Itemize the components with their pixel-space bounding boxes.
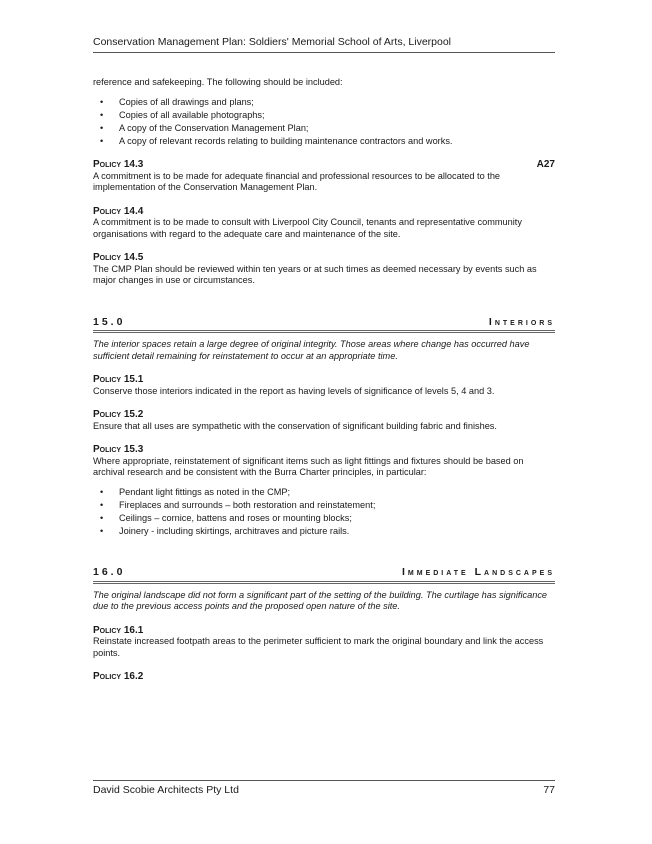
section-heading bbox=[93, 567, 555, 584]
policy-heading bbox=[93, 444, 555, 456]
policy-title: Policy 15.2 bbox=[93, 409, 144, 420]
page-content bbox=[93, 77, 555, 683]
page-footer bbox=[93, 780, 555, 796]
list-item: • Joinery - including skirtings, architraves and picture rails. bbox=[119, 526, 555, 538]
policy-text: Where appropriate, reinstatement of significant items such as light fittings and fixtures should be based on archival research and be consistent with the Burra Charter principles, in particular: bbox=[93, 455, 524, 477]
policy-text: Conserve those interiors indicated in the report as having levels of significance of levels 5, 4 and 3. bbox=[93, 385, 495, 396]
policy-heading bbox=[93, 409, 555, 421]
policy-title: Policy 15.3 bbox=[93, 444, 144, 455]
policy-title: Policy 14.3 bbox=[93, 159, 144, 170]
policy-heading bbox=[93, 671, 555, 683]
section-intro: The interior spaces retain a large degree of original integrity. Those areas where change has occurred have sufficient detail remaining for reinstatement to occur at an appropriate time. bbox=[93, 339, 530, 361]
policy-heading bbox=[93, 206, 555, 218]
policy-reference: A27 bbox=[536, 159, 555, 170]
section-title: Immediate Landscapes bbox=[401, 566, 555, 578]
intro-text: reference and safekeeping. The following should be included: bbox=[93, 77, 343, 87]
policy-heading bbox=[93, 374, 555, 386]
policy-title: Policy 16.1 bbox=[93, 624, 144, 636]
policy-text: The CMP Plan should be reviewed within ten years or at such times as deemed necessary by events such as major changes in use or circumstances. bbox=[93, 263, 537, 285]
policy-heading bbox=[93, 625, 555, 637]
page-header bbox=[93, 36, 555, 53]
section-heading bbox=[93, 317, 555, 334]
policy-title: Policy 15.1 bbox=[93, 374, 144, 385]
list-item: • A copy of the Conservation Management Plan; bbox=[119, 123, 555, 135]
reinstatement-list bbox=[93, 487, 555, 538]
policy-text: Reinstate increased footpath areas to the perimeter sufficient to mark the original boundary and link the access points. bbox=[93, 636, 544, 658]
section-title: Interiors bbox=[488, 315, 555, 328]
header-title: Conservation Management Plan: Soldiers' Memorial School of Arts, Liverpool bbox=[93, 36, 452, 48]
policy-heading bbox=[93, 159, 555, 171]
policy-title: Policy 16.2 bbox=[93, 671, 144, 682]
list-item: • Ceilings – cornice, battens and roses or mounting blocks; bbox=[119, 513, 555, 525]
list-item: • Pendant light fittings as noted in the CMP; bbox=[119, 487, 555, 499]
list-item: • Copies of all available photographs; bbox=[119, 110, 555, 122]
footer-company: David Scobie Architects Pty Ltd bbox=[93, 784, 239, 796]
intro-list bbox=[93, 97, 555, 148]
list-item: • Fireplaces and surrounds – both restoration and reinstatement; bbox=[119, 500, 555, 512]
section-intro: The original landscape did not form a significant part of the setting of the building. The curtilage has significance due to the previous access points and the proposed open nature of the site. bbox=[93, 589, 548, 611]
policy-heading bbox=[93, 252, 555, 264]
list-item: • A copy of relevant records relating to building maintenance contractors and works. bbox=[119, 136, 555, 148]
policy-text: Ensure that all uses are sympathetic with the conservation of significant building fabric and finishes. bbox=[93, 420, 497, 431]
section-number: 16.0 bbox=[93, 566, 126, 578]
policy-text: A commitment is to be made to consult with Liverpool City Council, tenants and representative community organisations with regard to the adequate care and maintenance of the site. bbox=[93, 217, 522, 239]
policy-text: A commitment is to be made for adequate financial and professional resources to be allocated to the implementation of the Conservation Management Plan. bbox=[93, 170, 501, 192]
list-item: • Copies of all drawings and plans; bbox=[119, 97, 555, 109]
policy-title: Policy 14.5 bbox=[93, 252, 144, 263]
policy-title: Policy 14.4 bbox=[93, 205, 144, 217]
page-number: 77 bbox=[543, 784, 555, 796]
section-number: 15.0 bbox=[93, 315, 126, 328]
